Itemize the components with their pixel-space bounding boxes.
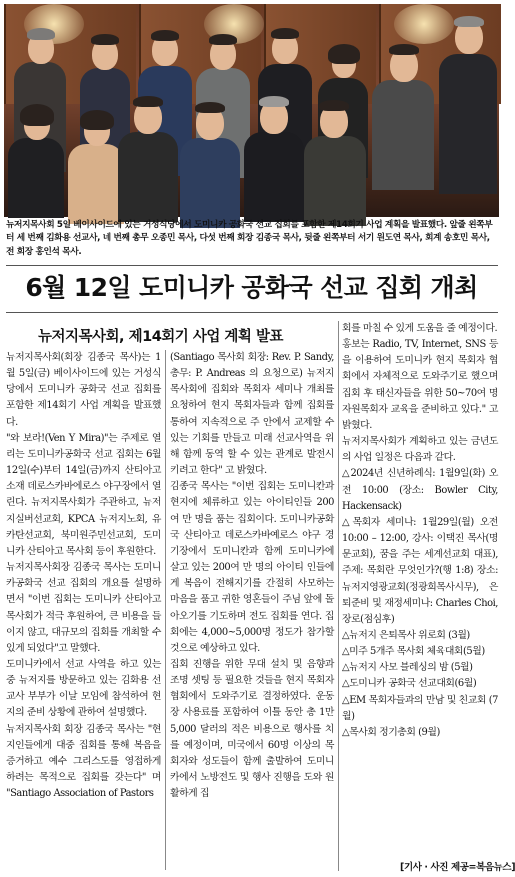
photo-credit: [기사 · 사진 제공=복음뉴스] [400,862,515,873]
divider [6,312,498,313]
article-column-2: (Santiago 목사회 회장: Rev. P. Sandy, 총무: P. Andreas 의 요청으로) 뉴저지목사회에 집회와 목회자 세미나 개최를 요청하여 현지 목회자들과 함께 집회를 통하여 지속적으로 주 안에서 교제할 수 있는 기회를 만들고 미래 선교사역을 위해 함께 동역 할 수 있는 관계로 발전시키려고 한다" 고 밝혔다. 김종국 목사는 "이번 집회는 도미니칸과 현지에 체류하고 있는 아이티인들 200여 만 명을 품는 집회이다. 도미니카공화국 산티아고 데로스카바예로스 야구 경기장에서 도미니칸과 함께 도미니카에 살고 있는 200여 만 명의 아이티 인들에게 복음이 전해지기를 간절히 사모하는 마음을 품고 귀한 영혼들이 주님 앞에 돌아오기를 기도하며 전도 집회를 연다. 집회에는 4,000~5,000명 정도가 참가할 것으로 예상하고 있다. 집회 진행을 위한 무대 설치 및 음향과 조명 셋팅 등 필요한 것들을 현지 목회자 협회에서 도와주기로 결정하였다. 운동장 사용료를 포함하여 이틀 동안 총 1만 5,000 달러의 적은 비용으로 행사를 치를 예정이며, 미국에서 60명 이상의 목회자와 성도들이 함께 출발하여 도미니카에서 노방전도 및 행사 진행을 도와 원활하게 집 [170,352,334,800]
column-divider [165,350,166,870]
headline: 6월 12일 도미니카 공화국 선교 집회 개최 [25,273,478,302]
group-photo [4,4,499,217]
article-column-1: 뉴저지목사회(회장 김종국 목사)는 1월 5일(금) 베이사이드에 있는 거성식당에서 도미니카 공화국 선교 집회를 포함한 제14회기 사업 계획을 발표했다. "와 보라!(Ven Y Mira)"는 주제로 열리는 도미니카공화국 선교 집회는 6월 12일(수)부터 14일(금)까지 산티아고 소재 데로스카바에로스 야구장에서 열린다. 뉴저지목사회가 주관하고, 뉴저지실버선교회, KPCA 뉴저지노회, 유카탄선교회, 북미원주민선교회, 도미니카 산티아고 목사회 등이 후원한다. 뉴저지목사회장 김종국 목사는 도미니카공화국 선교 집회의 개요를 설명하면서 "이번 집회는 도미니카 산티아고 목사회가 적극 후원하여, 큰 비용을 들이지 않고, 대규모의 집회를 개최할 수 있게 되었다"고 말했다. 도미니카에서 선교 사역을 하고 있는 중 뉴저지를 방문하고 있는 김화용 선교사 부부가 이날 모임에 참석하여 현지의 준비 상황에 관하여 설명했다. 뉴저지목사회 회장 김종국 목사는 "현지인들에게 대중 집회를 통해 복음을 증거하고 예수 그리스도를 영접하게 하려는 목적으로 집회를 갖는다" 며 "Santiago Association of Pastors [6,352,161,800]
subheadline: 뉴저지목사회, 제14회기 사업 계획 발표 [38,329,283,345]
column-divider [338,321,339,871]
divider [6,265,498,266]
photo-caption: 뉴저지목사회 5일 베이사이드에 있는 거성식당에서 도미니카 공화국 선교 집회를 포함한 제14회기 사업 계획을 발표했다. 앞줄 왼쪽부터 세 번째 김화용 선교사, 네 번째 총무 오종민 목사, 다섯 번째 회장 김종국 목사, 뒷줄 왼쪽부터 서기 원도연 목사, 회계 송호민 목사, 전 회장 홍인석 목사. [6,220,493,257]
article-column-3: 회를 마칠 수 있게 도움을 줄 예정이다. 홍보는 Radio, TV, Internet, SNS 등을 이용하여 도미니카 현지 목회자 협회에서 자체적으로 도와주기로 했으며 집회 후 태신자들을 위한 50~70여 명 자원목회자 교육을 준비하고 있다." 고 밝혔다. 뉴저지목사회가 계획하고 있는 금년도의 사업 일정은 다음과 같다. △2024년 신년하례식: 1월9일(화) 오전 10:00 (장소: Bowler City, Hackensack) △목회자 세미나: 1월29일(월) 오전 10:00 – 12:00, 강사: 이택진 목사(명문교회), 꿈을 주는 세계선교회 대표), 주제: 목회란 무엇인가?(행 1:8) 장소: 뉴저지영광교회(정광희목사시무), 은퇴준비 및 재정세미나: Charles Choi, 장로(점심후) △뉴저지 은퇴목사 위로회 (3월) △미주 5개주 목사회 체육대회(5월) △뉴저지 사모 블레싱의 밤 (5월) △도미니카 공화국 선교대회(6월) △EM 목회자들과의 만남 및 친교회 (7월) △목사회 정기총회 (9월) [342,323,498,738]
